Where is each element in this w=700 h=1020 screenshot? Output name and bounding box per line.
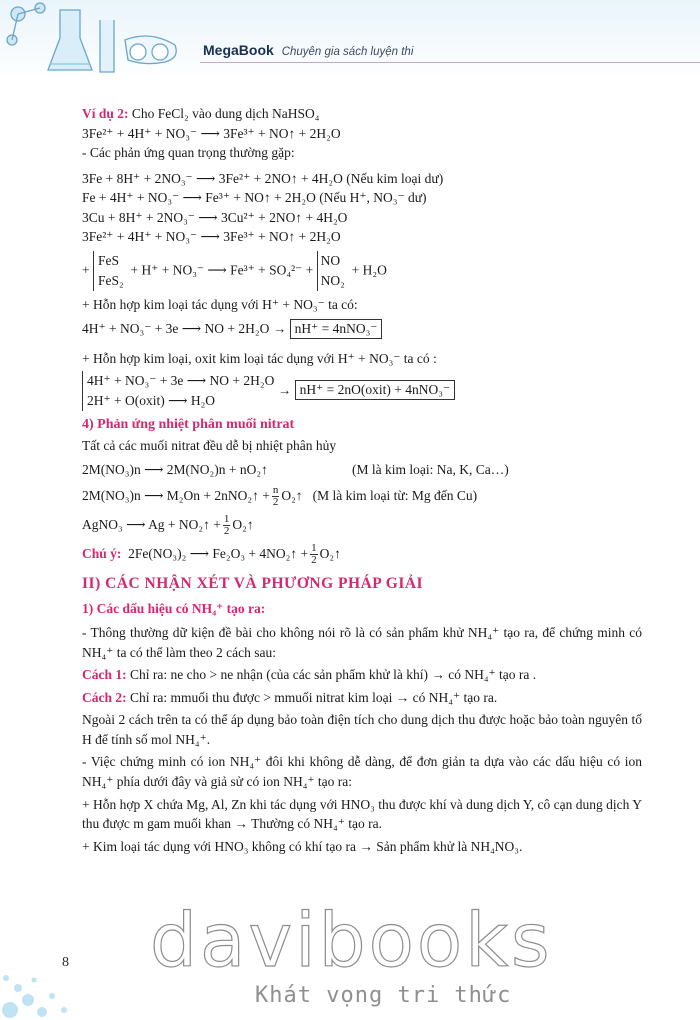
method-2-text: Chỉ ra: mmuối thu được > mmuối nitrat kim loại → có NH₄⁺ tạo ra. bbox=[130, 689, 498, 705]
thermal-tail-3: O₂↑ bbox=[232, 516, 254, 532]
no-product: NO bbox=[320, 252, 341, 268]
note-equation: 2Fe(NO₃)₂ ⟶ Fe₂O₃ + 4NO₂↑ + bbox=[128, 546, 309, 562]
common-reactions-title: - Các phản ứng quan trọng thường gặp: bbox=[82, 145, 295, 161]
mix2-system bbox=[82, 371, 642, 412]
thermal-note-1: (M là kim loại: Na, K, Ca…) bbox=[352, 462, 509, 478]
mix2-eq-1: 4H⁺ + NO₃⁻ + 3e ⟶ NO + 2H₂O bbox=[87, 372, 275, 388]
method-2 bbox=[82, 688, 642, 708]
thermal-reaction-1 bbox=[82, 460, 642, 480]
thermal-title: 4) Phản ứng nhiệt phân muối nitrat bbox=[82, 417, 295, 433]
nitrogen-products bbox=[317, 251, 345, 292]
thermal-reaction-3 bbox=[82, 514, 642, 538]
section-2-title: II) CÁC NHẬN XÉT VÀ PHƯƠNG PHÁP GIẢI bbox=[82, 574, 424, 592]
no2-product: NO₂ bbox=[320, 273, 345, 289]
thermal-eq-3: AgNO₃ ⟶ Ag + NO₂↑ + bbox=[82, 516, 221, 532]
mix1-equation: 4H⁺ + NO₃⁻ + 3e ⟶ NO + 2H₂O → bbox=[82, 321, 287, 336]
fraction bbox=[223, 514, 231, 538]
method-2-label: Cách 2: bbox=[82, 689, 127, 705]
fraction-numerator: n bbox=[272, 483, 279, 496]
page-number: 8 bbox=[62, 955, 69, 970]
fes2-item: FeS₂ bbox=[98, 273, 124, 289]
paragraph-5: + Kim loại tác dụng với HNO₃ không có khí tạo ra → Sản phẩm khử là NH₄NO₃. bbox=[82, 838, 523, 854]
thermal-eq-2: 2M(NO₃)n ⟶ M₂On + 2nNO₂↑ + bbox=[82, 487, 270, 503]
thermal-note-2: (M là kim loại từ: Mg đến Cu) bbox=[312, 487, 478, 503]
thermal-reaction-2 bbox=[82, 485, 642, 509]
fraction-denominator: 2 bbox=[272, 496, 279, 509]
paragraph-2: Ngoài 2 cách trên ta có thể áp dụng bảo toàn điện tích cho dung dịch thu được hoặc bảo toàn nguyên tố H để tính số mol NH₄⁺. bbox=[82, 712, 642, 747]
paragraph-1: - Thông thường dữ kiện đề bài cho không nói rõ là có sản phẩm khử NH₄⁺ tạo ra, để chứng minh có NH₄⁺ ta có thể làm theo 2 cách sau: bbox=[82, 625, 642, 660]
mix1-formula-box: nH⁺ = 4nNO₃⁻ bbox=[290, 319, 383, 339]
decorative-bubbles bbox=[0, 930, 110, 1020]
fraction-denominator: 2 bbox=[311, 554, 317, 567]
header-divider bbox=[200, 62, 700, 63]
mix2-equations bbox=[82, 371, 274, 412]
mix2-arrow: → bbox=[277, 382, 292, 398]
paragraph-3: - Việc chứng minh có ion NH₄⁺ đôi khi không dễ dàng, để đơn giản ta dựa vào các dấu hiệu có ion NH₄⁺ phía dưới đây và giả sử có ion NH₄⁺ tạo ra: bbox=[82, 754, 642, 789]
reaction-2: Fe + 4H⁺ + NO₃⁻ ⟶ Fe³⁺ + NO↑ + 2H₂O (Nếu H⁺, NO₃⁻ dư) bbox=[82, 190, 427, 206]
method-1-label: Cách 1: bbox=[82, 667, 127, 683]
fes-end: + H₂O bbox=[351, 262, 387, 278]
fraction-denominator: 2 bbox=[223, 525, 230, 538]
method-1 bbox=[82, 665, 642, 685]
reaction-1: 3Fe + 8H⁺ + 2NO₃⁻ ⟶ 3Fe²⁺ + 2NO↑ + 4H₂O (Nếu kim loại dư) bbox=[82, 170, 444, 186]
lab-glassware-illustration bbox=[0, 0, 200, 95]
fraction-numerator: 1 bbox=[223, 512, 230, 525]
section-2-subtitle: 1) Các dấu hiệu có NH₄⁺ tạo ra: bbox=[82, 601, 266, 617]
mix1-title: + Hỗn hợp kim loại tác dụng với H⁺ + NO₃⁻ ta có: bbox=[82, 297, 358, 313]
mix2-title: + Hỗn hợp kim loại, oxit kim loại tác dụng với H⁺ + NO₃⁻ ta có : bbox=[82, 351, 437, 367]
paragraph-4: + Hỗn hợp X chứa Mg, Al, Zn khi tác dụng với HNO₃ thu được khí và dung dịch Y, cô cạn dung dịch Y thu được m gam muối khan → Thường có NH₄⁺ tạo ra. bbox=[82, 796, 642, 832]
fraction bbox=[272, 485, 280, 509]
page-content bbox=[82, 104, 642, 859]
example-line bbox=[82, 104, 642, 124]
thermal-tail-2: O₂↑ bbox=[281, 487, 303, 503]
page-header bbox=[0, 0, 700, 95]
thermal-note bbox=[82, 543, 642, 567]
thermal-intro: Tất cả các muối nitrat đều dễ bị nhiệt phân hủy bbox=[82, 437, 337, 453]
mix2-formula-box: nH⁺ = 2nO(oxit) + 4nNO₃⁻ bbox=[295, 380, 455, 400]
fes-middle: + H⁺ + NO₃⁻ ⟶ Fe³⁺ + SO₄²⁻ + bbox=[130, 262, 314, 278]
reaction-4: 3Fe²⁺ + 4H⁺ + NO₃⁻ ⟶ 3Fe³⁺ + NO↑ + 2H₂O bbox=[82, 229, 341, 245]
fes-reaction: + FeS FeS₂ + H⁺ + NO₃⁻ ⟶ Fe³⁺ + SO₄²⁻ + NO NO₂ + H₂O bbox=[82, 251, 642, 292]
method-1-text: Chỉ ra: ne cho > ne nhận (của các sản phẩm khử là khí) → có NH₄⁺ tạo ra . bbox=[130, 667, 537, 683]
watermark-brand: davibooks bbox=[150, 898, 553, 984]
brand-tagline: Chuyên gia sách luyện thi bbox=[281, 46, 414, 58]
fes-group bbox=[93, 251, 124, 292]
watermark-slogan: Khát vọng tri thức bbox=[255, 983, 512, 1008]
fes-item: FeS bbox=[98, 252, 120, 268]
brand bbox=[203, 42, 413, 58]
mix2-eq-2: 2H⁺ + O(oxit) ⟶ H₂O bbox=[87, 393, 216, 409]
note-tail: O₂↑ bbox=[319, 546, 341, 562]
fraction-numerator: 1 bbox=[311, 541, 317, 554]
thermal-eq-1: 2M(NO₃)n ⟶ 2M(NO₂)n + nO₂↑ bbox=[82, 462, 268, 478]
reaction-3: 3Cu + 8H⁺ + 2NO₃⁻ ⟶ 3Cu²⁺ + 2NO↑ + 4H₂O bbox=[82, 209, 348, 225]
brand-logo: MegaBook bbox=[203, 42, 274, 58]
example-equation: 3Fe²⁺ + 4H⁺ + NO₃⁻ ⟶ 3Fe³⁺ + NO↑ + 2H₂O bbox=[82, 125, 341, 141]
example-label: Ví dụ 2: bbox=[82, 106, 129, 121]
example-text: Cho FeCl₂ vào dung dịch NaHSO₄ bbox=[131, 106, 320, 121]
note-label: Chú ý: bbox=[82, 546, 122, 562]
fraction bbox=[310, 543, 318, 567]
mix1-equation-line bbox=[82, 319, 642, 339]
